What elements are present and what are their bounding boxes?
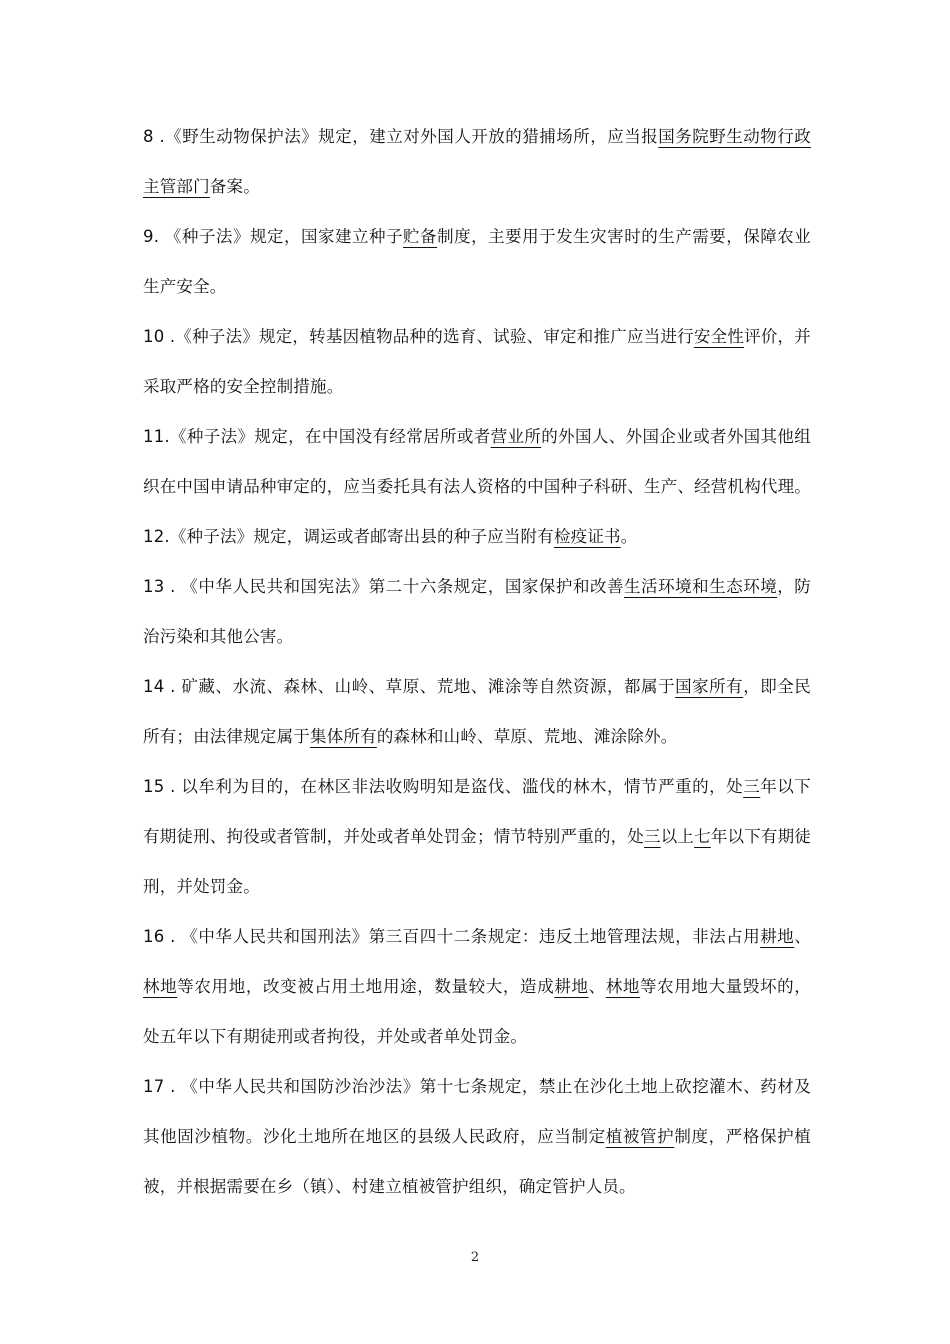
item-text: ，即全民所有；由法律规定属于 — [143, 677, 811, 746]
item-text: 的外国人、外国企业或者外国其他组织在中国申请品种审定的，应当委托具有法人资格的中国种子科研、生产、经营机构代理。 — [143, 427, 812, 496]
item-text: 11.《种子法》规定，在中国没有经常居所或者 — [143, 427, 491, 446]
answer-blank: 安全性 — [693, 327, 745, 346]
answer-blank: 七 — [694, 827, 711, 846]
law-item — [143, 562, 811, 662]
item-text: 16 . 《中华人民共和国刑法》第三百四十二条规定：违反土地管理法规，非法占用 — [143, 927, 761, 946]
item-text: 17 . 《中华人民共和国防沙治沙法》第十七条规定，禁止在沙化土地上砍挖灌木、药材及其他固沙植物。沙化土地所在地区的县级人民政府，应当制定 — [143, 1077, 811, 1146]
item-text: 。 — [620, 527, 638, 546]
item-text: 年以下有期徒刑，并处罚金。 — [143, 827, 812, 896]
item-text: 15 . 以牟利为目的，在林区非法收购明知是盗伐、滥伐的林木，情节严重的，处 — [143, 777, 744, 796]
item-text: 14 . 矿藏、水流、森林、山岭、草原、荒地、滩涂等自然资源，都属于 — [143, 677, 676, 696]
law-item — [143, 112, 811, 212]
item-text: 等农用地大量毁坏的，处五年以下有期徒刑或者拘役，并处或者单处罚金。 — [143, 977, 811, 1046]
item-text: 8 .《野生动物保护法》规定，建立对外国人开放的猎捕场所，应当报 — [143, 127, 659, 146]
item-text: 评价，并采取严格的安全控制措施。 — [143, 327, 811, 396]
item-text: 等农用地，改变被占用土地用途，数量较大，造成 — [177, 977, 555, 996]
answer-blank: 耕地 — [760, 927, 795, 946]
item-text: 9. 《种子法》规定，国家建立种子 — [143, 227, 404, 246]
answer-blank: 营业所 — [490, 427, 542, 446]
answer-blank: 集体所有 — [310, 727, 377, 746]
item-text: 以上 — [660, 827, 695, 846]
answer-blank: 林地 — [143, 977, 178, 996]
law-item — [143, 212, 811, 312]
answer-blank: 三 — [644, 827, 661, 846]
law-item — [143, 762, 811, 912]
item-text: 的森林和山岭、草原、荒地、滩涂除外。 — [376, 727, 678, 746]
item-text: ，防治污染和其他公害。 — [143, 577, 811, 646]
answer-blank: 耕地 — [554, 977, 589, 996]
answer-blank: 植被管护 — [605, 1127, 675, 1146]
item-text: 10 .《种子法》规定，转基因植物品种的选育、试验、审定和推广应当进行 — [143, 327, 694, 346]
item-text: 12.《种子法》规定，调运或者邮寄出县的种子应当附有 — [143, 527, 554, 546]
document-body — [143, 112, 811, 1212]
item-text: 备案。 — [209, 177, 260, 196]
law-item — [143, 912, 811, 1062]
item-text: 、 — [794, 927, 812, 946]
law-item — [143, 312, 811, 412]
answer-blank: 国务院野生动物行政主管部门 — [143, 127, 811, 196]
law-item — [143, 512, 811, 562]
law-item — [143, 1062, 811, 1212]
item-text: 制度，严格保护植被，并根据需要在乡（镇）、村建立植被管护组织，确定管护人员。 — [143, 1127, 811, 1196]
item-text: 年以下有期徒刑、拘役或者管制，并处或者单处罚金；情节特别严重的，处 — [143, 777, 811, 846]
law-item — [143, 662, 811, 762]
page-number: 2 — [470, 1250, 480, 1265]
item-text: 制度，主要用于发生灾害时的生产需要，保障农业生产安全。 — [143, 227, 811, 296]
answer-blank: 林地 — [605, 977, 641, 996]
answer-blank: 三 — [743, 777, 761, 796]
answer-blank: 生活环境和生态环境 — [624, 577, 778, 596]
answer-blank: 检疫证书 — [553, 527, 621, 546]
answer-blank: 贮备 — [403, 227, 438, 246]
item-text: 13 . 《中华人民共和国宪法》第二十六条规定，国家保护和改善 — [143, 577, 625, 596]
law-item — [143, 412, 811, 512]
answer-blank: 国家所有 — [675, 677, 744, 696]
item-text: 、 — [588, 977, 606, 996]
